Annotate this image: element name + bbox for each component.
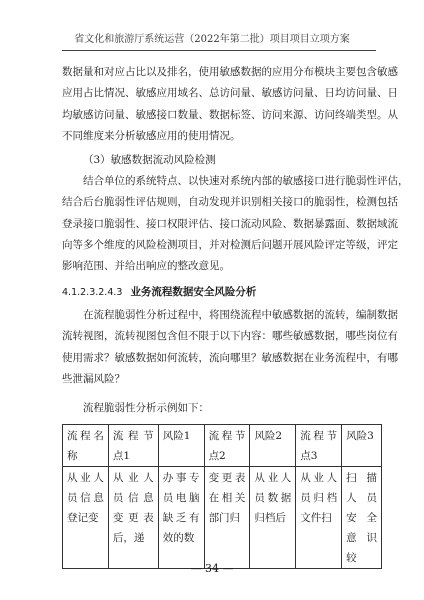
- table-header-cell: 流程节点3: [296, 425, 342, 467]
- paragraph-sensitive-apps: [62, 62, 398, 147]
- paragraph-vulnerability-assessment: [62, 171, 409, 277]
- table-cell: 办事专员电脑缺乏有效的数: [158, 467, 204, 569]
- subheading-flow-risk: （3）敏感数据流动风险检测: [83, 154, 216, 166]
- page-header: 省文化和旅游厅系统运营（2022年第二批）项目项目立项方案: [74, 34, 350, 45]
- table-header-cell: 风险3: [342, 425, 382, 467]
- table-header-cell: 风险2: [250, 425, 296, 467]
- table-header-cell: 风险1: [158, 425, 204, 467]
- table-intro: 流程脆弱性分析示例如下：: [83, 402, 209, 414]
- table-cell: 变更表在相关部门归: [204, 467, 250, 569]
- text-line: 应用占比情况、敏感应用域名、总访问量、敏感访问量、日均访问量、日: [62, 87, 398, 100]
- text-line: 数据量和对应占比以及排名，使用敏感数据的应用分布模块主要包含敏感: [62, 66, 398, 78]
- text-line: 向等多个维度的风险检测项目，并对检测后问题开展风险评定等级，评定: [62, 238, 398, 251]
- page-number: — 34 —: [190, 562, 234, 575]
- text-line: 均敏感访问量、敏感接口数量、数据标签、访问来源、访问终端类型。从: [62, 108, 398, 121]
- text-line: 不同维度来分析敏感应用的使用情况。: [62, 129, 241, 142]
- table-cell: 从业人员信息变更表后，递: [108, 467, 158, 569]
- section-number: 4.1.2.3.2.4.3: [62, 287, 123, 298]
- paragraph-process-analysis: [62, 305, 398, 390]
- table-cell: 从业人员归档文件扫: [296, 467, 342, 569]
- table-header-cell: 流程节点1: [108, 425, 158, 467]
- text-line: 结合单位的系统特点、以快速对系统内部的敏感接口进行脆弱性评估，: [83, 175, 409, 187]
- text-line: 在流程脆弱性分析过程中，将围绕流程中敏感数据的流转，编制数据: [83, 309, 398, 321]
- text-line: 登录接口脆弱性、接口权限评估、接口流动风险、数据暴露面、数据域流: [62, 217, 398, 230]
- table-header-cell: 流程节点2: [204, 425, 250, 467]
- table-row: [63, 467, 382, 569]
- table-header-row: [63, 425, 382, 467]
- section-title: 业务流程数据安全风险分析: [130, 286, 257, 298]
- table-cell: 从业人员数据归档后: [250, 467, 296, 569]
- text-line: 结合后台脆弱性评估规则，自动发现并识别相关接口的脆弱性，检测包括: [62, 196, 398, 209]
- text-line: 些泄漏风险？: [62, 372, 125, 385]
- text-line: 影响范围、并给出响应的整改意见。: [62, 260, 230, 273]
- section-heading: [62, 282, 382, 303]
- text-line: 使用需求？敏感数据如何流转，流向哪里？敏感数据在业务流程中，有哪: [62, 351, 398, 364]
- process-risk-table: [62, 424, 382, 569]
- text-line: 流转视图，流转视图包含但不限于以下内容：哪些敏感数据，哪些岗位有: [62, 330, 398, 343]
- table-cell: 扫描人员安全意识较: [342, 467, 382, 569]
- header-divider: [62, 50, 376, 51]
- table-cell: 从业人员信息登记变: [63, 467, 109, 569]
- table-header-cell: 流程名称: [63, 425, 109, 467]
